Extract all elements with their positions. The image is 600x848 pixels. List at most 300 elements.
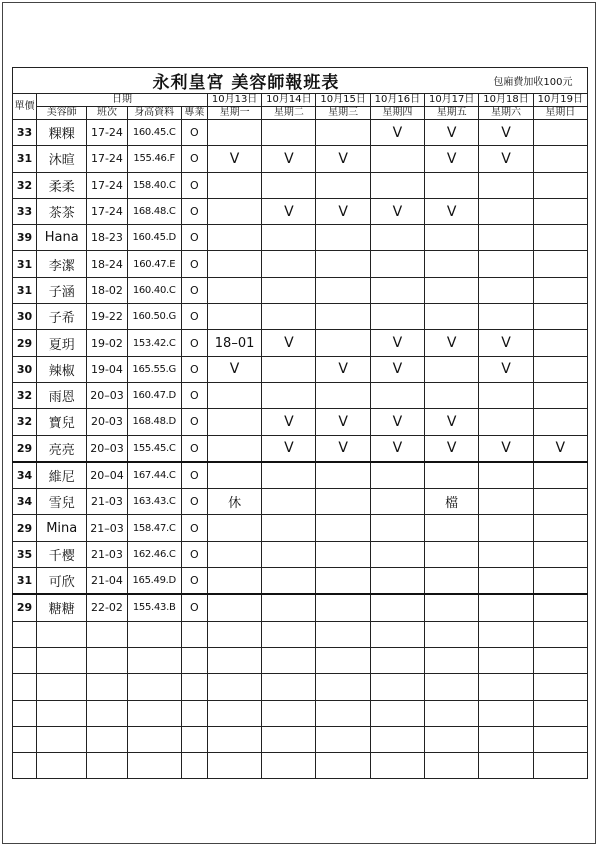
table-row	[13, 172, 588, 198]
pro-header: 專業	[181, 107, 207, 120]
day-cell	[479, 277, 533, 303]
day-cell: V	[207, 356, 261, 382]
empty-cell	[316, 674, 370, 700]
day-cell: V	[479, 120, 533, 146]
shift-cell: 21-03	[87, 489, 127, 515]
day-cell	[262, 172, 316, 198]
date-header: 10月19日	[533, 94, 587, 107]
day-cell	[262, 489, 316, 515]
empty-row	[13, 647, 588, 673]
day-cell: V	[370, 120, 424, 146]
shift-cell: 18-24	[87, 251, 127, 277]
body-cell: 168.48.C	[127, 198, 181, 224]
price-cell: 29	[13, 330, 37, 356]
body-cell: 160.45.D	[127, 225, 181, 251]
empty-cell	[316, 647, 370, 673]
empty-cell	[13, 674, 37, 700]
day-cell	[479, 409, 533, 435]
name-cell: Mina	[37, 515, 87, 541]
date-header: 10月16日	[370, 94, 424, 107]
empty-cell	[181, 753, 207, 779]
day-cell	[425, 172, 479, 198]
price-cell: 30	[13, 356, 37, 382]
day-cell	[316, 382, 370, 408]
day-cell	[479, 382, 533, 408]
day-cell	[479, 568, 533, 595]
table-row	[13, 568, 588, 595]
empty-cell	[370, 621, 424, 647]
day-cell	[533, 277, 587, 303]
day-cell	[370, 515, 424, 541]
day-cell	[479, 172, 533, 198]
price-cell: 34	[13, 462, 37, 489]
empty-cell	[37, 700, 87, 726]
table-row	[13, 541, 588, 567]
name-cell: 千樱	[37, 541, 87, 567]
table-row	[13, 356, 588, 382]
day-cell: V	[316, 356, 370, 382]
pro-cell: O	[181, 568, 207, 595]
day-cell	[316, 172, 370, 198]
name-cell: 子涵	[37, 277, 87, 303]
sheet-title: 永利皇宮 美容師報班表	[13, 68, 479, 94]
day-cell	[479, 304, 533, 330]
day-cell	[207, 277, 261, 303]
price-cell: 31	[13, 277, 37, 303]
empty-cell	[87, 621, 127, 647]
name-cell: 夏玥	[37, 330, 87, 356]
day-cell	[533, 409, 587, 435]
price-cell: 39	[13, 225, 37, 251]
day-cell	[262, 304, 316, 330]
day-cell: V	[262, 330, 316, 356]
body-cell: 162.46.C	[127, 541, 181, 567]
empty-row	[13, 674, 588, 700]
date-header: 10月18日	[479, 94, 533, 107]
weekday-header: 星期一	[207, 107, 261, 120]
table-row	[13, 409, 588, 435]
day-cell	[479, 462, 533, 489]
name-cell: 茶茶	[37, 198, 87, 224]
day-cell	[207, 568, 261, 595]
name-cell: Hana	[37, 225, 87, 251]
day-cell	[262, 594, 316, 621]
day-cell: V	[370, 330, 424, 356]
day-cell	[370, 172, 424, 198]
price-cell: 31	[13, 146, 37, 172]
body-header: 身高資料	[127, 107, 181, 120]
day-cell	[533, 225, 587, 251]
table-row	[13, 120, 588, 146]
day-cell	[425, 382, 479, 408]
empty-cell	[316, 700, 370, 726]
empty-cell	[533, 621, 587, 647]
empty-cell	[37, 647, 87, 673]
body-cell: 155.45.C	[127, 435, 181, 462]
empty-cell	[127, 647, 181, 673]
day-cell: V	[479, 356, 533, 382]
date-header: 10月15日	[316, 94, 370, 107]
pro-cell: O	[181, 251, 207, 277]
shift-cell: 17-24	[87, 198, 127, 224]
name-cell: 可欣	[37, 568, 87, 595]
price-cell: 32	[13, 382, 37, 408]
day-cell	[207, 515, 261, 541]
day-cell	[370, 251, 424, 277]
price-cell: 33	[13, 120, 37, 146]
body-cell: 167.44.C	[127, 462, 181, 489]
empty-cell	[13, 700, 37, 726]
day-cell	[316, 225, 370, 251]
shift-cell: 22-02	[87, 594, 127, 621]
weekday-header: 星期日	[533, 107, 587, 120]
day-cell	[370, 541, 424, 567]
pro-cell: O	[181, 172, 207, 198]
day-cell	[370, 146, 424, 172]
empty-cell	[87, 674, 127, 700]
empty-cell	[479, 647, 533, 673]
day-cell	[533, 304, 587, 330]
weekday-header: 星期二	[262, 107, 316, 120]
empty-cell	[262, 674, 316, 700]
day-cell: V	[425, 120, 479, 146]
day-cell	[262, 356, 316, 382]
pro-cell: O	[181, 435, 207, 462]
empty-cell	[181, 647, 207, 673]
price-cell: 31	[13, 251, 37, 277]
weekday-header: 星期五	[425, 107, 479, 120]
day-cell: V	[316, 435, 370, 462]
empty-cell	[262, 753, 316, 779]
empty-cell	[262, 621, 316, 647]
beautician-header: 美容師	[37, 107, 87, 120]
day-cell	[425, 594, 479, 621]
schedule-table	[12, 67, 588, 779]
day-cell: 18–01	[207, 330, 261, 356]
day-cell: V	[425, 409, 479, 435]
price-cell: 35	[13, 541, 37, 567]
name-cell: 維尼	[37, 462, 87, 489]
day-cell: V	[262, 146, 316, 172]
day-cell	[370, 568, 424, 595]
name-cell: 寶兒	[37, 409, 87, 435]
day-cell	[207, 409, 261, 435]
empty-cell	[479, 700, 533, 726]
table-row	[13, 146, 588, 172]
empty-cell	[316, 621, 370, 647]
pro-cell: O	[181, 120, 207, 146]
shift-cell: 17-24	[87, 172, 127, 198]
price-cell: 29	[13, 515, 37, 541]
empty-cell	[479, 621, 533, 647]
day-cell: V	[262, 198, 316, 224]
table-row	[13, 594, 588, 621]
day-cell	[425, 541, 479, 567]
date-label: 日期	[37, 94, 208, 107]
price-cell: 30	[13, 304, 37, 330]
empty-cell	[37, 753, 87, 779]
day-cell	[479, 251, 533, 277]
empty-cell	[425, 647, 479, 673]
pro-cell: O	[181, 277, 207, 303]
body-cell: 168.48.D	[127, 409, 181, 435]
day-cell	[207, 198, 261, 224]
empty-cell	[207, 674, 261, 700]
empty-cell	[207, 726, 261, 752]
day-cell	[425, 356, 479, 382]
shift-cell: 20–03	[87, 435, 127, 462]
empty-cell	[13, 753, 37, 779]
empty-cell	[262, 647, 316, 673]
day-cell: V	[479, 330, 533, 356]
price-cell: 29	[13, 594, 37, 621]
empty-cell	[13, 621, 37, 647]
pro-cell: O	[181, 382, 207, 408]
day-cell: V	[262, 435, 316, 462]
shift-header: 班次	[87, 107, 127, 120]
day-cell: V	[262, 409, 316, 435]
day-cell	[479, 198, 533, 224]
day-cell	[262, 251, 316, 277]
date-header: 10月13日	[207, 94, 261, 107]
empty-cell	[370, 647, 424, 673]
day-cell: V	[370, 435, 424, 462]
name-cell: 亮亮	[37, 435, 87, 462]
table-row	[13, 435, 588, 462]
price-cell: 34	[13, 489, 37, 515]
day-cell	[425, 251, 479, 277]
pro-cell: O	[181, 541, 207, 567]
pro-cell: O	[181, 462, 207, 489]
body-cell: 160.45.C	[127, 120, 181, 146]
empty-cell	[13, 726, 37, 752]
day-cell	[262, 568, 316, 595]
empty-cell	[127, 700, 181, 726]
price-cell: 32	[13, 172, 37, 198]
day-cell	[533, 251, 587, 277]
table-row	[13, 225, 588, 251]
day-cell: V	[425, 198, 479, 224]
empty-cell	[533, 674, 587, 700]
shift-cell: 19-22	[87, 304, 127, 330]
day-cell	[425, 462, 479, 489]
day-cell	[316, 568, 370, 595]
empty-row	[13, 726, 588, 752]
empty-cell	[13, 647, 37, 673]
day-cell	[316, 277, 370, 303]
empty-cell	[87, 700, 127, 726]
pro-cell: O	[181, 594, 207, 621]
empty-cell	[127, 621, 181, 647]
day-cell	[262, 382, 316, 408]
day-cell	[316, 304, 370, 330]
shift-cell: 18-02	[87, 277, 127, 303]
shift-cell: 21-03	[87, 541, 127, 567]
empty-cell	[87, 726, 127, 752]
day-cell	[207, 120, 261, 146]
empty-cell	[262, 700, 316, 726]
empty-cell	[370, 726, 424, 752]
day-cell	[207, 251, 261, 277]
day-cell	[316, 489, 370, 515]
empty-cell	[533, 726, 587, 752]
day-cell	[370, 304, 424, 330]
day-cell	[316, 462, 370, 489]
empty-cell	[181, 726, 207, 752]
empty-cell	[316, 753, 370, 779]
day-cell	[262, 541, 316, 567]
day-cell: V	[370, 356, 424, 382]
day-cell: V	[316, 409, 370, 435]
shift-cell: 20–03	[87, 382, 127, 408]
body-cell: 160.50.G	[127, 304, 181, 330]
shift-cell: 18-23	[87, 225, 127, 251]
table-row	[13, 277, 588, 303]
empty-cell	[207, 700, 261, 726]
empty-cell	[370, 674, 424, 700]
table-row	[13, 304, 588, 330]
pro-cell: O	[181, 198, 207, 224]
day-cell	[262, 225, 316, 251]
table-row	[13, 462, 588, 489]
day-cell	[207, 172, 261, 198]
day-cell	[533, 198, 587, 224]
empty-cell	[127, 674, 181, 700]
empty-cell	[425, 674, 479, 700]
day-cell: V	[533, 435, 587, 462]
empty-cell	[87, 753, 127, 779]
day-cell	[262, 462, 316, 489]
name-cell: 雨恩	[37, 382, 87, 408]
empty-cell	[87, 647, 127, 673]
empty-cell	[181, 674, 207, 700]
day-cell	[370, 225, 424, 251]
day-cell	[370, 462, 424, 489]
day-cell	[533, 382, 587, 408]
shift-cell: 19-04	[87, 356, 127, 382]
day-cell	[262, 120, 316, 146]
day-cell: V	[425, 146, 479, 172]
pro-cell: O	[181, 356, 207, 382]
empty-row	[13, 700, 588, 726]
body-cell: 155.46.F	[127, 146, 181, 172]
empty-cell	[181, 700, 207, 726]
day-cell	[479, 225, 533, 251]
shift-cell: 17-24	[87, 146, 127, 172]
body-cell: 158.40.C	[127, 172, 181, 198]
shift-cell: 19-02	[87, 330, 127, 356]
pro-cell: O	[181, 515, 207, 541]
empty-row	[13, 621, 588, 647]
day-cell	[425, 304, 479, 330]
name-cell: 雪兒	[37, 489, 87, 515]
pro-cell: O	[181, 146, 207, 172]
empty-cell	[37, 674, 87, 700]
day-cell: V	[207, 146, 261, 172]
day-cell	[207, 594, 261, 621]
body-cell: 160.40.C	[127, 277, 181, 303]
table-row	[13, 382, 588, 408]
empty-cell	[181, 621, 207, 647]
body-cell: 165.49.D	[127, 568, 181, 595]
body-cell: 165.55.G	[127, 356, 181, 382]
day-cell	[533, 568, 587, 595]
day-cell	[262, 277, 316, 303]
day-cell	[370, 489, 424, 515]
empty-cell	[425, 726, 479, 752]
day-cell	[425, 568, 479, 595]
day-cell	[316, 515, 370, 541]
day-cell	[207, 225, 261, 251]
day-cell: V	[479, 435, 533, 462]
pro-cell: O	[181, 409, 207, 435]
empty-cell	[370, 753, 424, 779]
day-cell	[316, 251, 370, 277]
price-cell: 33	[13, 198, 37, 224]
table-row	[13, 330, 588, 356]
empty-cell	[316, 726, 370, 752]
day-cell	[479, 541, 533, 567]
fee-note: 包廂費加收100元	[479, 68, 588, 94]
empty-cell	[127, 753, 181, 779]
day-cell	[370, 277, 424, 303]
empty-cell	[533, 647, 587, 673]
day-cell: V	[425, 435, 479, 462]
body-cell: 163.43.C	[127, 489, 181, 515]
pro-cell: O	[181, 330, 207, 356]
day-cell	[316, 330, 370, 356]
day-cell	[479, 594, 533, 621]
day-cell	[533, 172, 587, 198]
day-cell: 休	[207, 489, 261, 515]
table-row	[13, 198, 588, 224]
empty-row	[13, 753, 588, 779]
empty-cell	[425, 621, 479, 647]
day-cell: V	[316, 198, 370, 224]
day-cell: V	[425, 330, 479, 356]
shift-cell: 17-24	[87, 120, 127, 146]
day-cell: V	[370, 409, 424, 435]
empty-cell	[262, 726, 316, 752]
day-cell: V	[479, 146, 533, 172]
price-cell: 29	[13, 435, 37, 462]
weekday-header: 星期四	[370, 107, 424, 120]
day-cell: V	[370, 198, 424, 224]
day-cell	[207, 435, 261, 462]
empty-cell	[370, 700, 424, 726]
day-cell	[370, 594, 424, 621]
price-cell: 32	[13, 409, 37, 435]
date-header: 10月17日	[425, 94, 479, 107]
day-cell	[207, 462, 261, 489]
day-cell	[207, 304, 261, 330]
pro-cell: O	[181, 489, 207, 515]
day-cell: 檔	[425, 489, 479, 515]
empty-cell	[37, 621, 87, 647]
empty-cell	[425, 753, 479, 779]
day-cell	[425, 277, 479, 303]
price-header: 單價	[13, 94, 37, 120]
name-cell: 辣椒	[37, 356, 87, 382]
body-cell: 160.47.D	[127, 382, 181, 408]
date-header: 10月14日	[262, 94, 316, 107]
price-cell: 31	[13, 568, 37, 595]
body-cell: 155.43.B	[127, 594, 181, 621]
day-cell	[425, 225, 479, 251]
day-cell	[533, 356, 587, 382]
empty-cell	[479, 726, 533, 752]
day-cell	[425, 515, 479, 541]
